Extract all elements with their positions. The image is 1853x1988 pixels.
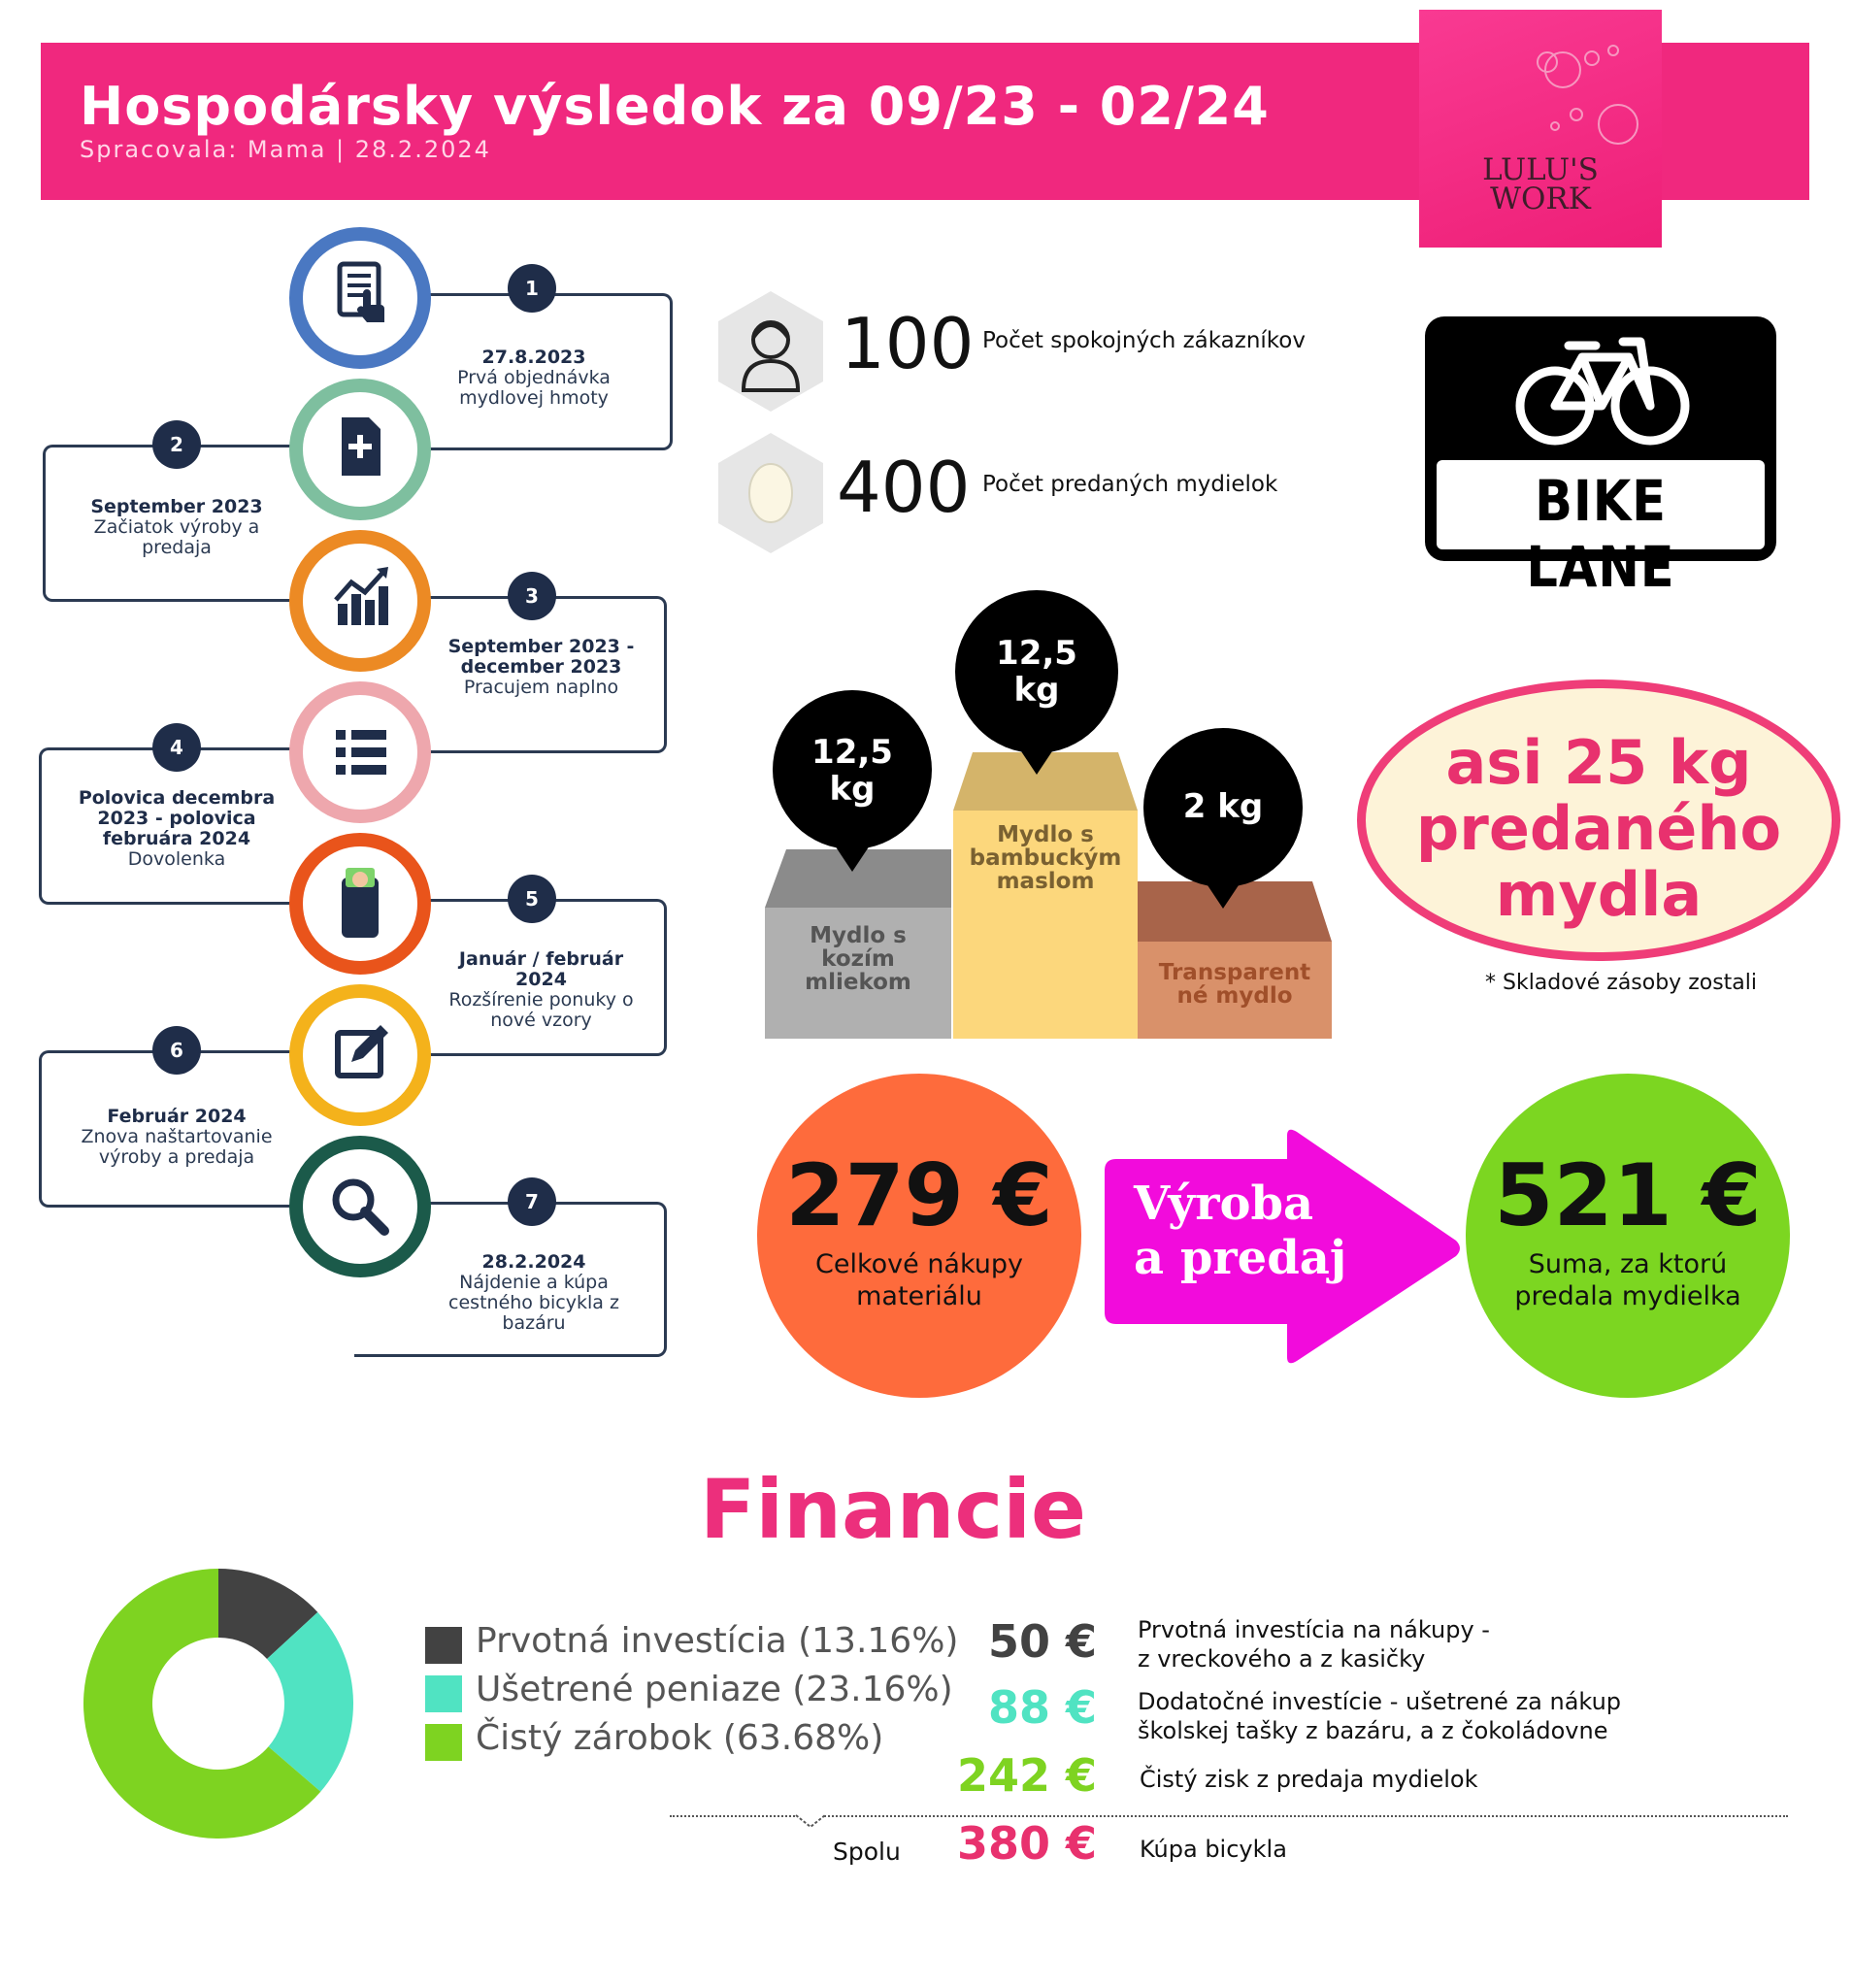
- timeline-date: September 2023: [90, 496, 263, 517]
- podium-middle-label: Mydlo s bambuckým maslom: [969, 822, 1122, 894]
- bicycle-icon: [1425, 316, 1776, 462]
- soap-stat-hex: [718, 433, 823, 553]
- timeline-circle-7: [289, 1136, 431, 1277]
- customer-icon: [718, 291, 823, 412]
- timeline-step-number: 6: [152, 1026, 201, 1075]
- legend-swatch-saved: [425, 1675, 462, 1712]
- weight-left-text: 12,5 kg: [811, 733, 893, 809]
- total-amount: 380 €: [956, 1817, 1097, 1870]
- timeline-circle-6: [289, 984, 431, 1126]
- desc-saved: [1138, 1687, 1621, 1745]
- timeline-circle-4: [289, 681, 431, 823]
- bubbles-icon: [1419, 10, 1662, 165]
- legend-profit: Čistý zárobok (63.68%): [476, 1718, 884, 1758]
- customer-stat-hex: [718, 291, 823, 412]
- page-title: Hospodársky výsledok za 09/23 - 02/24: [80, 76, 1270, 137]
- sleeping-icon: [303, 846, 417, 961]
- revenue-value: 521 €: [1494, 1145, 1762, 1245]
- bike-lane-text: BIKE LANE: [1526, 468, 1675, 600]
- weight-right-text: 2 kg: [1182, 787, 1264, 826]
- customers-count: 100: [841, 303, 975, 384]
- timeline-circle-1: [289, 227, 431, 369]
- cost-value: 279 €: [785, 1145, 1053, 1245]
- timeline-desc: Znova naštartovanie výroby a predaja: [81, 1126, 273, 1168]
- desc-initial-line2: z vreckového a z kasičky: [1138, 1645, 1426, 1673]
- timeline-entry-2: [70, 497, 283, 558]
- timeline-entry-5: [437, 949, 645, 1031]
- desc-saved-line1: Dodatočné investície - ušetrené za nákup: [1138, 1688, 1622, 1715]
- document-plus-icon: [303, 392, 417, 507]
- logo-line1: LULU'S: [1482, 152, 1599, 187]
- legend-saved: Ušetrené peniaze (23.16%): [476, 1670, 953, 1709]
- timeline-circle-2: [289, 379, 431, 520]
- timeline-step-number: 3: [508, 572, 556, 620]
- timeline-entry-7: [427, 1252, 641, 1334]
- amount-saved: 88 €: [987, 1681, 1097, 1734]
- total-desc: Kúpa bicykla: [1140, 1836, 1287, 1863]
- total-sold-text: asi 25 kg predaného mydla: [1415, 727, 1782, 930]
- legend-swatch-profit: [425, 1724, 462, 1761]
- desc-initial: [1138, 1615, 1490, 1673]
- timeline-desc: Dovolenka: [127, 848, 226, 870]
- timeline-entry-6: [70, 1107, 283, 1168]
- total-label: Spolu: [833, 1838, 901, 1866]
- customers-label: Počet spokojných zákazníkov: [982, 328, 1306, 353]
- search-icon: [303, 1149, 417, 1264]
- amount-initial: 50 €: [987, 1615, 1097, 1668]
- podium-left-label: Mydlo s kozím mliekom: [805, 923, 911, 995]
- timeline-desc: Nájdenie a kúpa cestného bicykla z bazáru: [448, 1272, 619, 1334]
- timeline-circle-5: [289, 833, 431, 975]
- process-label: Výroba a predaj: [1134, 1176, 1347, 1285]
- document-touch-icon: [303, 241, 417, 355]
- timeline-desc: Prvá objednávka mydlovej hmoty: [457, 367, 611, 409]
- timeline-date: 27.8.2023: [481, 347, 586, 368]
- timeline-desc: Rozšírenie ponuky o nové vzory: [448, 989, 634, 1031]
- timeline-entry-3: [437, 637, 645, 698]
- weight-middle-text: 12,5 kg: [996, 634, 1077, 710]
- soap-icon: [718, 433, 823, 553]
- finance-title: Financie: [699, 1462, 1086, 1557]
- timeline-date: 28.2.2024: [481, 1251, 586, 1273]
- desc-saved-line2: školskej tašky z bazáru, a z čokoládovne: [1138, 1717, 1608, 1744]
- total-divider: [670, 1815, 1788, 1817]
- revenue-label: Suma, za ktorú predala mydielka: [1514, 1249, 1741, 1311]
- timeline-entry-1: [427, 348, 641, 409]
- timeline-date: Polovica decembra 2023 - polovica februára 2024: [78, 787, 276, 849]
- timeline-step-number: 2: [152, 420, 201, 469]
- growth-chart-icon: [303, 544, 417, 658]
- podium-right-label: Transparent né mydlo: [1158, 960, 1311, 1009]
- legend-swatch-initial: [425, 1627, 462, 1664]
- finance-donut-chart: [82, 1567, 355, 1840]
- timeline-entry-4: [70, 788, 283, 870]
- soaps-count: 400: [837, 447, 971, 528]
- timeline-step-number: 4: [152, 723, 201, 772]
- legend-initial: Prvotná investícia (13.16%): [476, 1621, 959, 1661]
- timeline-desc: Pracujem naplno: [463, 677, 619, 698]
- soaps-label: Počet predaných mydielok: [982, 472, 1278, 497]
- cost-label: Celkové nákupy materiálu: [814, 1249, 1024, 1311]
- desc-initial-line1: Prvotná investícia na nákupy -: [1138, 1616, 1490, 1643]
- timeline-step-number: 7: [508, 1177, 556, 1226]
- timeline-date: September 2023 - december 2023: [447, 636, 635, 678]
- chevron-down-icon: [794, 1813, 827, 1831]
- timeline-step-number: 1: [508, 264, 556, 313]
- timeline-date: Január / február 2024: [458, 948, 624, 990]
- page-subtitle: Spracovala: Mama | 28.2.2024: [80, 136, 491, 163]
- stock-note: * Skladové zásoby zostali: [1485, 971, 1757, 995]
- edit-icon: [303, 998, 417, 1112]
- timeline-step-number: 5: [508, 875, 556, 923]
- desc-profit: Čistý zisk z predaja mydielok: [1140, 1766, 1478, 1793]
- timeline-date: Február 2024: [107, 1106, 247, 1127]
- amount-profit: 242 €: [956, 1749, 1097, 1802]
- logo-line2: WORK: [1490, 182, 1591, 216]
- list-icon: [303, 695, 417, 810]
- timeline-desc: Začiatok výroby a predaja: [93, 516, 260, 558]
- timeline-circle-3: [289, 530, 431, 672]
